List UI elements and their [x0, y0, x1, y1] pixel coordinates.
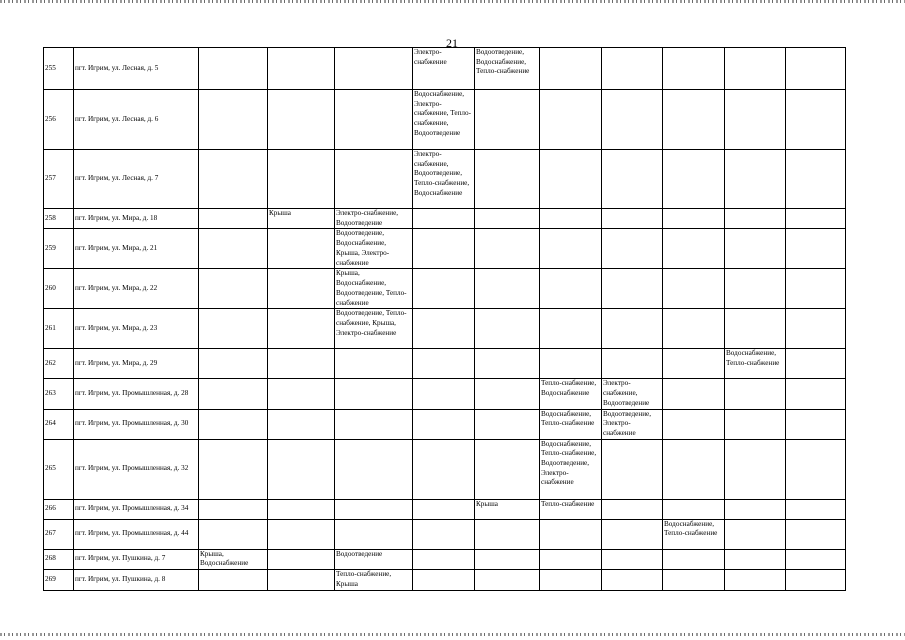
- cell-col-4: [413, 309, 475, 349]
- row-number: 267: [44, 519, 74, 549]
- cell-col-7: [602, 48, 663, 90]
- row-address: пгт. Игрим, ул. Мира, д. 22: [74, 269, 199, 309]
- row-address: пгт. Игрим, ул. Промышленная, д. 34: [74, 499, 199, 519]
- cell-col-10: [786, 549, 846, 569]
- cell-col-9: [725, 229, 786, 269]
- table-row: [44, 229, 846, 269]
- cell-col-4: [413, 269, 475, 309]
- cell-col-4: [413, 549, 475, 569]
- cell-col-5: [475, 519, 540, 549]
- cell-col-5: [475, 409, 540, 439]
- cell-col-3: Водоотведение, Водоснабжение, Крыша, Электро-снабжение: [335, 229, 413, 269]
- cell-col-2: [268, 269, 335, 309]
- table-row: [44, 309, 846, 349]
- cell-col-1: [199, 229, 268, 269]
- cell-col-1: [199, 349, 268, 379]
- row-address: пгт. Игрим, ул. Промышленная, д. 30: [74, 409, 199, 439]
- cell-col-9: Водоснабжение, Тепло-снабжение: [725, 349, 786, 379]
- cell-col-2: [268, 409, 335, 439]
- table-row: [44, 379, 846, 409]
- cell-col-6: Водоснабжение, Тепло-снабжение, Водоотведение, Электро-снабжение: [540, 439, 602, 499]
- row-address: пгт. Игрим, ул. Пушкина, д. 8: [74, 570, 199, 591]
- cell-col-5: [475, 229, 540, 269]
- cell-col-8: [663, 48, 725, 90]
- table-row: [44, 519, 846, 549]
- cell-col-5: [475, 570, 540, 591]
- cell-col-6: [540, 269, 602, 309]
- cell-col-5: [475, 309, 540, 349]
- table-row: [44, 209, 846, 229]
- cell-col-2: [268, 379, 335, 409]
- table-row: [44, 150, 846, 209]
- cell-col-10: [786, 499, 846, 519]
- row-address: пгт. Игрим, ул. Лесная, д. 6: [74, 90, 199, 150]
- cell-col-2: [268, 349, 335, 379]
- cell-col-4: [413, 409, 475, 439]
- cell-col-6: [540, 519, 602, 549]
- cell-col-8: [663, 269, 725, 309]
- table-row: [44, 409, 846, 439]
- row-number: 261: [44, 309, 74, 349]
- row-address: пгт. Игрим, ул. Промышленная, д. 28: [74, 379, 199, 409]
- cell-col-6: [540, 570, 602, 591]
- table-row: [44, 269, 846, 309]
- row-address: пгт. Игрим, ул. Лесная, д. 7: [74, 150, 199, 209]
- cell-col-6: [540, 90, 602, 150]
- cell-col-3: Водоотведение, Тепло-снабжение, Крыша, Электро-снабжение: [335, 309, 413, 349]
- cell-col-10: [786, 269, 846, 309]
- cell-col-2: [268, 229, 335, 269]
- cell-col-4: [413, 439, 475, 499]
- cell-col-9: [725, 439, 786, 499]
- cell-col-1: [199, 309, 268, 349]
- cell-col-9: [725, 209, 786, 229]
- cell-col-9: [725, 379, 786, 409]
- cell-col-5: [475, 269, 540, 309]
- row-number: 268: [44, 549, 74, 569]
- row-number: 263: [44, 379, 74, 409]
- cell-col-7: [602, 90, 663, 150]
- page-number: 21: [446, 36, 458, 50]
- cell-col-10: [786, 379, 846, 409]
- cell-col-3: Тепло-снабжение, Крыша: [335, 570, 413, 591]
- cell-col-7: Водоотведение, Электро-снабжение: [602, 409, 663, 439]
- table-row: [44, 549, 846, 569]
- row-number: 257: [44, 150, 74, 209]
- cell-col-7: [602, 309, 663, 349]
- cell-col-3: [335, 499, 413, 519]
- cell-col-10: [786, 209, 846, 229]
- cell-col-4: Водоснабжение, Электро-снабжение, Тепло-снабжение, Водоотведение: [413, 90, 475, 150]
- cell-col-4: [413, 209, 475, 229]
- row-number: 260: [44, 269, 74, 309]
- cell-col-1: [199, 379, 268, 409]
- cell-col-3: Электро-снабжение, Водоотведение: [335, 209, 413, 229]
- cell-col-6: Тепло-снабжение, Водоснабжение: [540, 379, 602, 409]
- table-row: [44, 439, 846, 499]
- cell-col-5: [475, 209, 540, 229]
- cell-col-3: Водоотведение: [335, 549, 413, 569]
- cell-col-1: [199, 519, 268, 549]
- cell-col-9: [725, 409, 786, 439]
- cell-col-5: Водоотведение, Водоснабжение, Тепло-снабжение: [475, 48, 540, 90]
- cell-col-3: Крыша, Водоснабжение, Водоотведение, Тепло-снабжение: [335, 269, 413, 309]
- row-number: 264: [44, 409, 74, 439]
- cell-col-8: [663, 150, 725, 209]
- cell-col-6: [540, 150, 602, 209]
- table-row: [44, 48, 846, 90]
- cell-col-1: [199, 90, 268, 150]
- cell-col-5: [475, 549, 540, 569]
- cell-col-8: [663, 309, 725, 349]
- cell-col-8: [663, 409, 725, 439]
- row-number: 262: [44, 349, 74, 379]
- cell-col-6: [540, 209, 602, 229]
- cell-col-8: [663, 90, 725, 150]
- cell-col-7: [602, 439, 663, 499]
- cell-col-10: [786, 48, 846, 90]
- cell-col-10: [786, 570, 846, 591]
- cell-col-1: [199, 570, 268, 591]
- cell-col-7: [602, 269, 663, 309]
- cell-col-2: [268, 549, 335, 569]
- cell-col-3: [335, 379, 413, 409]
- cell-col-7: [602, 519, 663, 549]
- repair-schedule-table: [43, 47, 846, 591]
- cell-col-4: Электро-снабжение: [413, 48, 475, 90]
- cell-col-3: [335, 349, 413, 379]
- cell-col-6: [540, 48, 602, 90]
- table-row: [44, 570, 846, 591]
- row-address: пгт. Игрим, ул. Мира, д. 23: [74, 309, 199, 349]
- cell-col-4: [413, 229, 475, 269]
- cell-col-9: [725, 269, 786, 309]
- cell-col-7: [602, 549, 663, 569]
- cell-col-8: [663, 549, 725, 569]
- cell-col-2: [268, 519, 335, 549]
- cell-col-8: [663, 349, 725, 379]
- row-number: 265: [44, 439, 74, 499]
- cell-col-3: [335, 439, 413, 499]
- cell-col-9: [725, 549, 786, 569]
- cell-col-9: [725, 519, 786, 549]
- cell-col-8: [663, 499, 725, 519]
- cell-col-9: [725, 570, 786, 591]
- cell-col-10: [786, 229, 846, 269]
- cell-col-8: [663, 209, 725, 229]
- cell-col-4: [413, 519, 475, 549]
- cell-col-4: [413, 379, 475, 409]
- cell-col-3: [335, 150, 413, 209]
- cell-col-7: [602, 209, 663, 229]
- cell-col-1: [199, 409, 268, 439]
- cell-col-7: [602, 570, 663, 591]
- cell-col-6: Водоснабжение, Тепло-снабжение: [540, 409, 602, 439]
- cell-col-3: [335, 519, 413, 549]
- cell-col-4: [413, 499, 475, 519]
- scan-edge-bottom: [0, 633, 905, 636]
- cell-col-5: [475, 150, 540, 209]
- cell-col-2: [268, 570, 335, 591]
- cell-col-4: [413, 349, 475, 379]
- cell-col-6: [540, 349, 602, 379]
- cell-col-3: [335, 90, 413, 150]
- cell-col-5: Крыша: [475, 499, 540, 519]
- table-row: [44, 349, 846, 379]
- cell-col-1: [199, 439, 268, 499]
- row-number: 266: [44, 499, 74, 519]
- cell-col-3: [335, 409, 413, 439]
- table-row: [44, 499, 846, 519]
- cell-col-7: [602, 349, 663, 379]
- row-address: пгт. Игрим, ул. Пушкина, д. 7: [74, 549, 199, 569]
- cell-col-6: [540, 309, 602, 349]
- row-number: 258: [44, 209, 74, 229]
- row-number: 269: [44, 570, 74, 591]
- cell-col-1: [199, 150, 268, 209]
- row-number: 255: [44, 48, 74, 90]
- scan-edge-top: [0, 0, 905, 3]
- cell-col-10: [786, 90, 846, 150]
- row-address: пгт. Игрим, ул. Лесная, д. 5: [74, 48, 199, 90]
- cell-col-9: [725, 499, 786, 519]
- cell-col-1: [199, 209, 268, 229]
- cell-col-10: [786, 519, 846, 549]
- cell-col-1: [199, 499, 268, 519]
- cell-col-4: Электро-снабжение, Водоотведение, Тепло-снабжение, Водоснабжение: [413, 150, 475, 209]
- cell-col-2: Крыша: [268, 209, 335, 229]
- cell-col-9: [725, 48, 786, 90]
- cell-col-8: [663, 570, 725, 591]
- table-row: [44, 90, 846, 150]
- cell-col-1: [199, 48, 268, 90]
- cell-col-9: [725, 150, 786, 209]
- cell-col-7: [602, 229, 663, 269]
- row-number: 256: [44, 90, 74, 150]
- row-address: пгт. Игрим, ул. Мира, д. 21: [74, 229, 199, 269]
- cell-col-10: [786, 349, 846, 379]
- cell-col-9: [725, 90, 786, 150]
- cell-col-7: [602, 150, 663, 209]
- cell-col-10: [786, 309, 846, 349]
- row-address: пгт. Игрим, ул. Промышленная, д. 32: [74, 439, 199, 499]
- cell-col-5: [475, 439, 540, 499]
- cell-col-5: [475, 349, 540, 379]
- cell-col-2: [268, 150, 335, 209]
- row-address: пгт. Игрим, ул. Мира, д. 29: [74, 349, 199, 379]
- cell-col-10: [786, 409, 846, 439]
- cell-col-2: [268, 90, 335, 150]
- cell-col-8: Водоснабжение, Тепло-снабжение: [663, 519, 725, 549]
- row-address: пгт. Игрим, ул. Мира, д. 18: [74, 209, 199, 229]
- cell-col-6: [540, 229, 602, 269]
- cell-col-8: [663, 439, 725, 499]
- cell-col-10: [786, 439, 846, 499]
- cell-col-2: [268, 439, 335, 499]
- cell-col-8: [663, 229, 725, 269]
- cell-col-5: [475, 379, 540, 409]
- row-address: пгт. Игрим, ул. Промышленная, д. 44: [74, 519, 199, 549]
- row-number: 259: [44, 229, 74, 269]
- cell-col-8: [663, 379, 725, 409]
- cell-col-1: Крыша, Водоснабжение: [199, 549, 268, 569]
- cell-col-5: [475, 90, 540, 150]
- cell-col-7: Электро-снабжение, Водоотведение: [602, 379, 663, 409]
- cell-col-1: [199, 269, 268, 309]
- cell-col-6: [540, 549, 602, 569]
- cell-col-6: Тепло-снабжение: [540, 499, 602, 519]
- cell-col-7: [602, 499, 663, 519]
- cell-col-10: [786, 150, 846, 209]
- cell-col-2: [268, 499, 335, 519]
- cell-col-3: [335, 48, 413, 90]
- cell-col-4: [413, 570, 475, 591]
- cell-col-2: [268, 309, 335, 349]
- cell-col-9: [725, 309, 786, 349]
- cell-col-2: [268, 48, 335, 90]
